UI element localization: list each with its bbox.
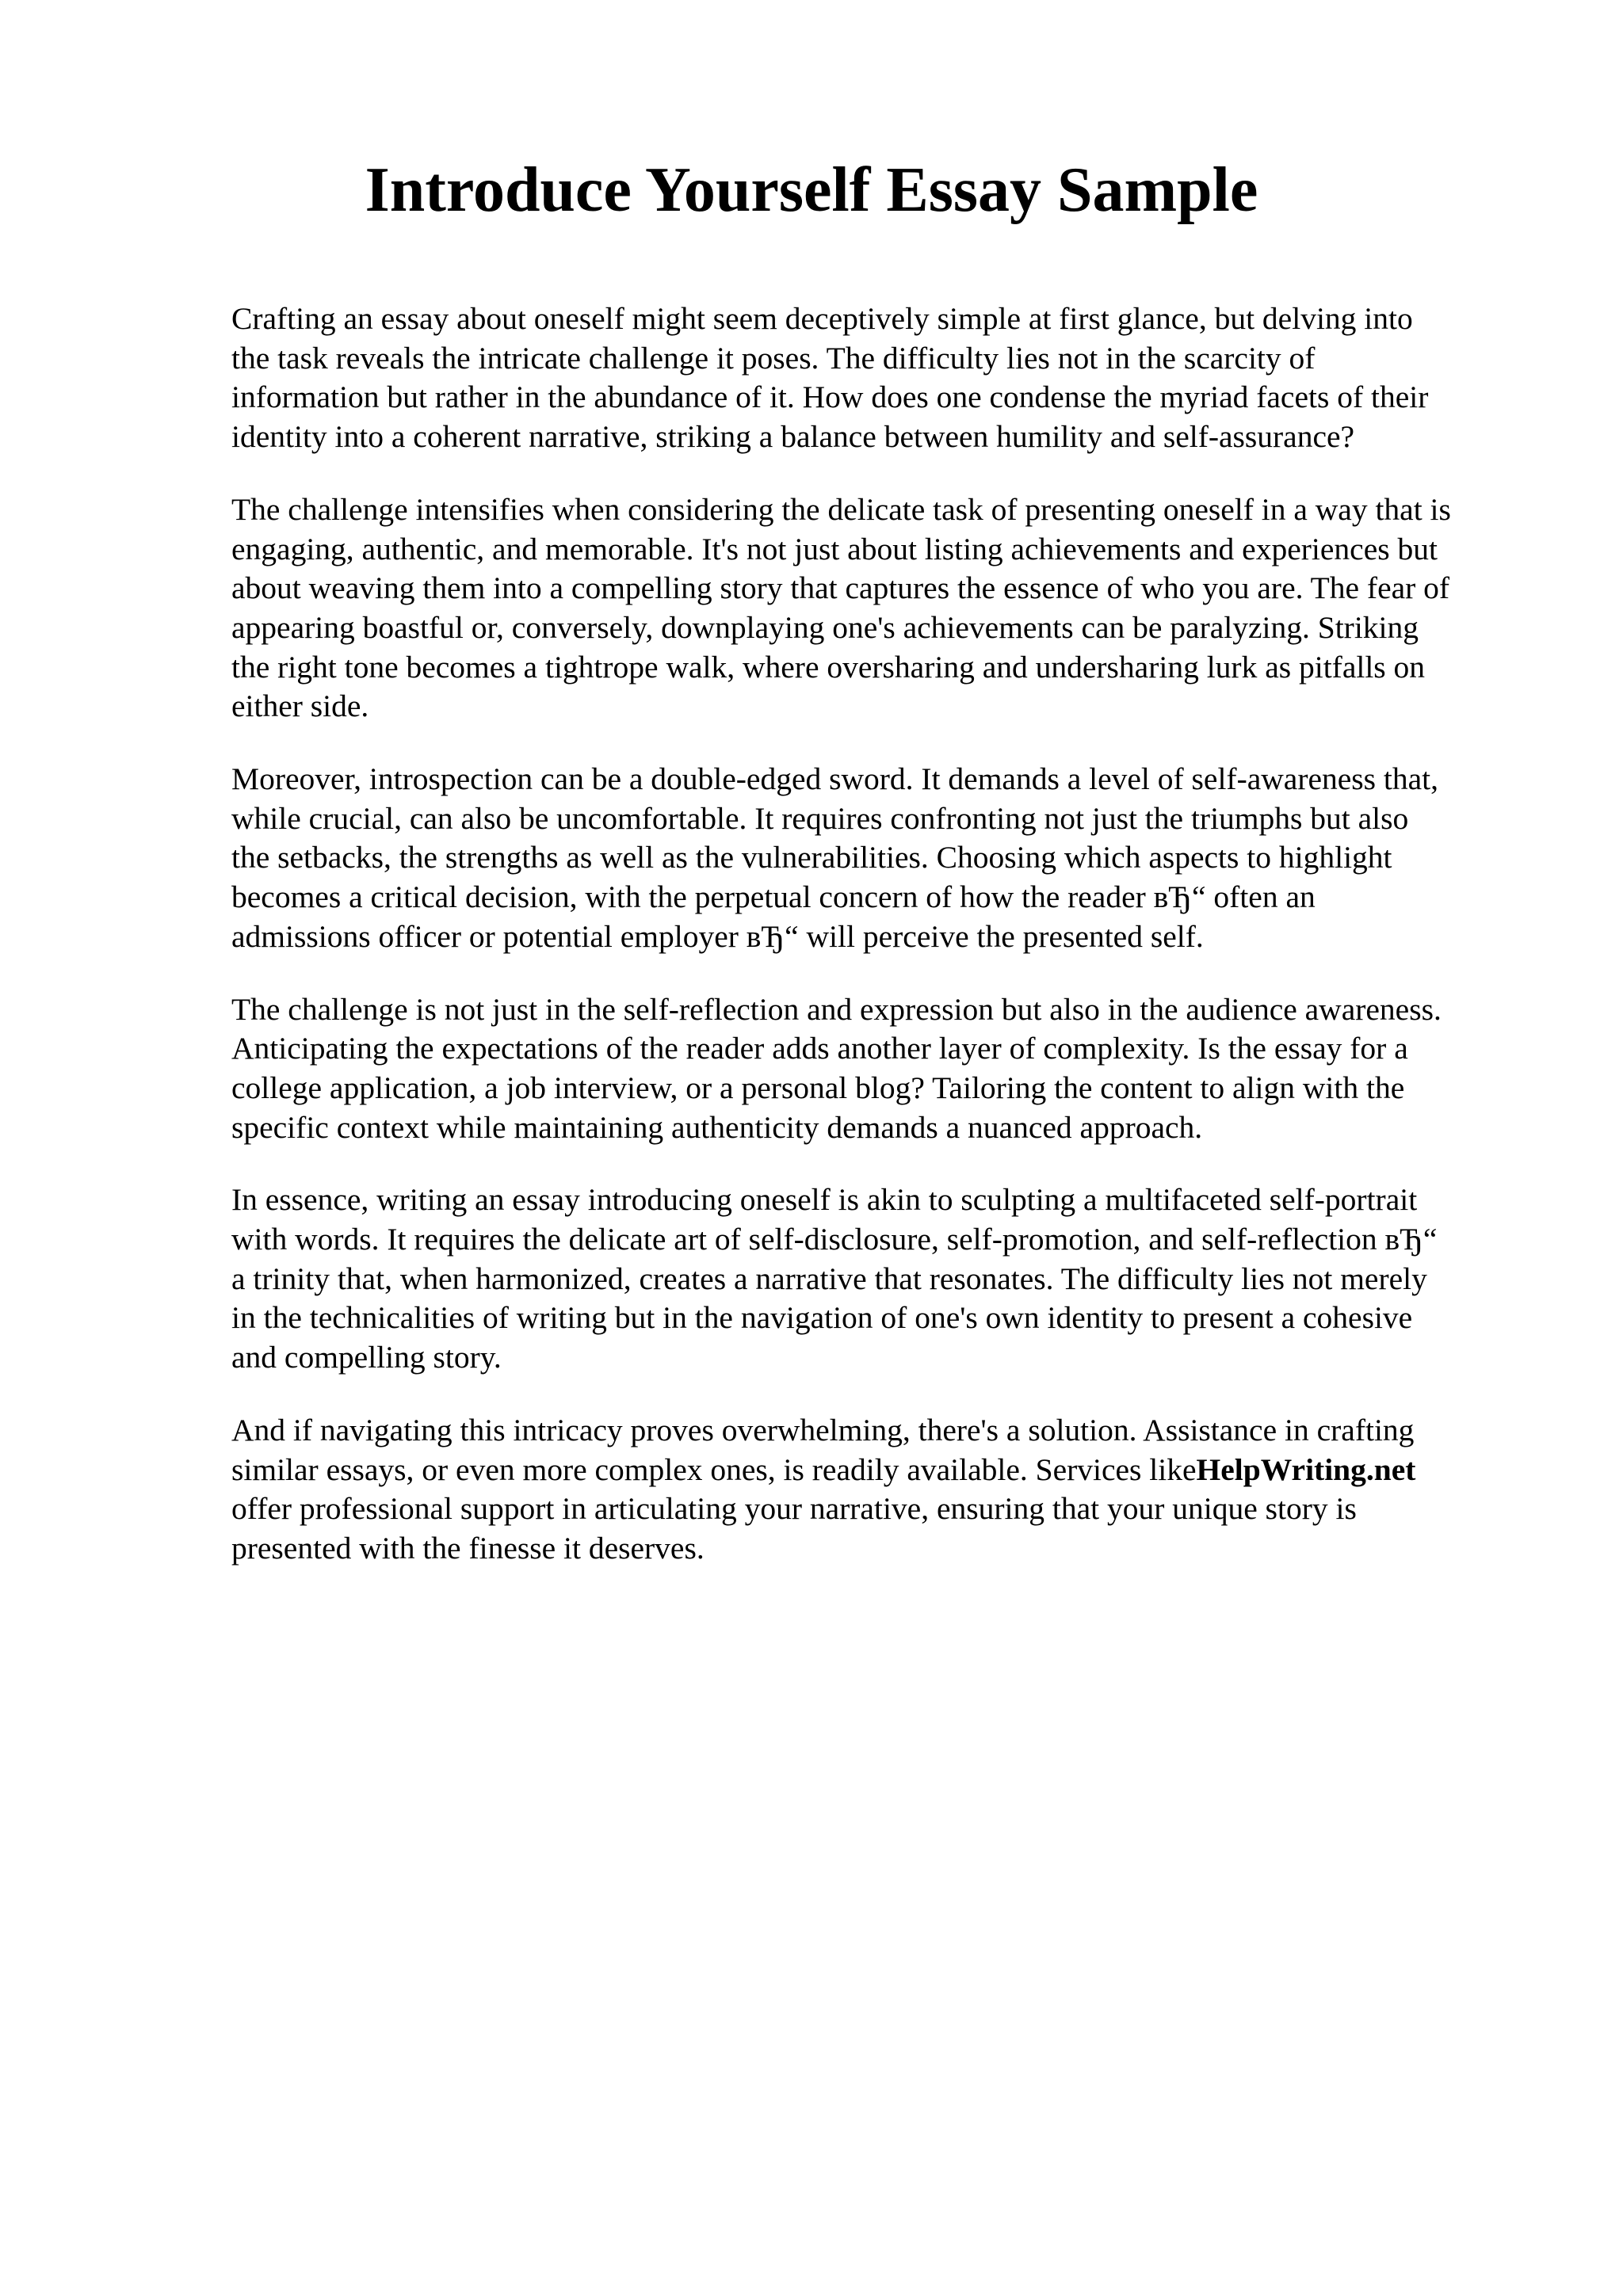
paragraph-line: The challenge intensifies when considering the delicate task of presenting oneself in a way that is [231,491,1451,527]
paragraph-line: the task reveals the intricate challenge it poses. The difficulty lies not in the scarcity of [231,340,1316,376]
paragraph-5 [231,1180,1531,1378]
paragraph-line-with-link [231,1451,1531,1490]
paragraph-line: and compelling story. [231,1340,502,1375]
paragraph-4 [231,990,1531,1148]
paragraph-2 [231,490,1531,727]
paragraph-line: presented with the finesse it deserves. [231,1530,705,1566]
paragraph-line: while crucial, can also be uncomfortable. It requires confronting not just the triumphs but also [231,800,1409,836]
paragraph-line: Moreover, introspection can be a double-edged sword. It demands a level of self-awareness that, [231,761,1439,797]
paragraph-line: information but rather in the abundance of it. How does one condense the myriad facets of their [231,379,1429,415]
paragraph-line: The challenge is not just in the self-reflection and expression but also in the audience awareness. [231,991,1442,1027]
paragraph-6 [231,1411,1531,1569]
paragraph-line: a trinity that, when harmonized, creates a narrative that resonates. The difficulty lies not merely [231,1261,1427,1296]
paragraph-line: identity into a coherent narrative, striking a balance between humility and self-assurance? [231,419,1355,455]
paragraph-line: offer professional support in articulating your narrative, ensuring that your unique story is [231,1491,1357,1527]
helpwriting-brand: HelpWriting.net [1196,1451,1416,1487]
paragraph-line: the right tone becomes a tightrope walk, where oversharing and undersharing lurk as pitfalls on [231,649,1426,685]
paragraph-line: appearing boastful or, conversely, downplaying one's achievements can be paralyzing. Striking [231,609,1419,645]
paragraph-line: Crafting an essay about oneself might seem deceptively simple at first glance, but delving into [231,301,1413,336]
paragraph-line: admissions officer or potential employer вЂ“ will perceive the presented self. [231,918,1204,954]
paragraph-line: with words. It requires the delicate art of self-disclosure, self-promotion, and self-reflection вЂ“ [231,1222,1438,1257]
paragraph-line: either side. [231,688,369,724]
paragraph-line: college application, a job interview, or a personal blog? Tailoring the content to align with the [231,1070,1405,1105]
paragraph-line: And if navigating this intricacy proves overwhelming, there's a solution. Assistance in crafting [231,1412,1415,1447]
paragraph-line: specific context while maintaining authenticity demands a nuanced approach. [231,1109,1203,1145]
paragraph-1 [231,299,1531,457]
paragraph-line: Anticipating the expectations of the reader adds another layer of complexity. Is the essay for a [231,1031,1408,1066]
paragraph-line: in the technicalities of writing but in the navigation of one's own identity to present a cohesive [231,1300,1413,1336]
essay-body [231,299,1531,1602]
paragraph-line: about weaving them into a compelling story that captures the essence of who you are. The fear of [231,570,1450,606]
page-title: Introduce Yourself Essay Sample [365,155,1258,225]
inline-text: similar essays, or even more complex ones, is readily available. Services like [231,1451,1197,1487]
paragraph-line: the setbacks, the strengths as well as the vulnerabilities. Choosing which aspects to highlight [231,840,1392,875]
paragraph-3 [231,760,1531,957]
paragraph-line: becomes a critical decision, with the perpetual concern of how the reader вЂ“ often an [231,879,1316,915]
paragraph-line: engaging, authentic, and memorable. It's not just about listing achievements and experiences but [231,531,1438,566]
paragraph-line: In essence, writing an essay introducing oneself is akin to sculpting a multifaceted self-portrait [231,1182,1418,1218]
